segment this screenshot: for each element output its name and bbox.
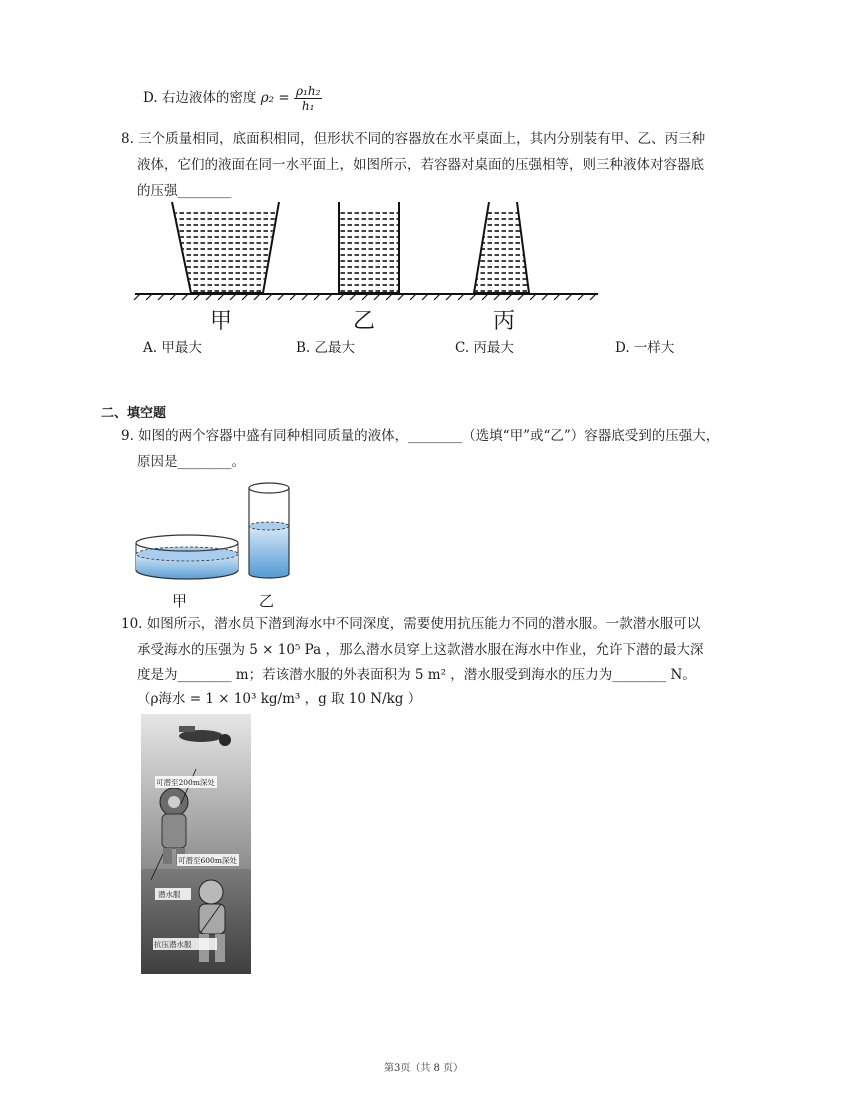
container-jia-wide xyxy=(136,535,238,579)
q9-line-2: 原因是________。 xyxy=(137,454,245,470)
q9-line-1: 9. 如图的两个容器中盛有同种相同质量的液体，________（选填“甲”或“乙”）容器底受到的压强大， xyxy=(121,428,720,444)
section-title: 二、填空题 xyxy=(101,406,167,421)
q8-line-1: 8. 三个质量相同，底面积相同，但形状不同的容器放在水平桌面上，其内分别装有甲、乙、丙三种 xyxy=(121,131,706,147)
q10-diver-photo xyxy=(141,714,251,974)
q7-option-d-text: D. 右边液体的密度 xyxy=(143,90,261,106)
q10-photo-label-4: 抗压潜水服 xyxy=(154,940,192,949)
q8-line-2: 液体，它们的液面在同一水平面上，如图所示，若容器对桌面的压强相等，则三种液体对容器底 xyxy=(137,157,704,173)
q7-option-d xyxy=(143,84,322,113)
q9-label-jia: 甲 xyxy=(172,592,188,610)
q9-label-yi: 乙 xyxy=(259,592,275,610)
container-jia xyxy=(170,202,280,294)
q8-label-jia: 甲 xyxy=(210,309,233,334)
q7-fraction xyxy=(294,84,322,113)
q8-option-a: A. 甲最大 xyxy=(143,340,202,356)
q8-line-3: 的压强________ xyxy=(137,183,232,199)
q10-line-2: 承受海水的压强为 5 × 10⁵ Pa ，那么潜水员穿上这款潜水服在海水中作业，允许下潜的最大深 xyxy=(137,642,704,658)
q8-label-bing: 丙 xyxy=(493,309,516,334)
page-footer: 第3页（共 8 页） xyxy=(384,1063,464,1074)
q10-line-4: （ρ海水 = 1 × 10³ kg/m³ ，g 取 10 N/kg ） xyxy=(137,691,422,707)
q8-option-b: B. 乙最大 xyxy=(296,340,356,356)
container-yi xyxy=(338,202,400,294)
table-surface xyxy=(134,294,598,300)
q7-fraction-numerator: ρ₁h₂ xyxy=(295,84,321,98)
q10-photo-label-1: 可潜至200m深处 xyxy=(156,778,215,787)
container-yi-tall xyxy=(249,483,289,578)
q8-option-d: D. 一样大 xyxy=(615,340,675,356)
q10-photo-label-2: 可潜至600m深处 xyxy=(178,856,237,865)
q8-option-c: C. 丙最大 xyxy=(455,340,514,356)
q7-option-d-lhs: ρ₂ = xyxy=(260,90,290,106)
q8-label-yi: 乙 xyxy=(353,309,376,334)
q10-line-3: 度是为________ m；若该潜水服的外表面积为 5 m² ，潜水服受到海水的压力为________ N。 xyxy=(137,667,696,683)
q10-line-1: 10. 如图所示，潜水员下潜到海水中不同深度，需要使用抗压能力不同的潜水服。一款潜水服可以 xyxy=(121,616,701,632)
q9-containers-figure xyxy=(133,478,303,583)
q10-photo-label-3: 潜水服 xyxy=(158,890,181,899)
container-bing xyxy=(473,202,530,294)
q7-fraction-denominator: h₁ xyxy=(301,99,315,113)
q8-containers-figure xyxy=(130,198,605,300)
